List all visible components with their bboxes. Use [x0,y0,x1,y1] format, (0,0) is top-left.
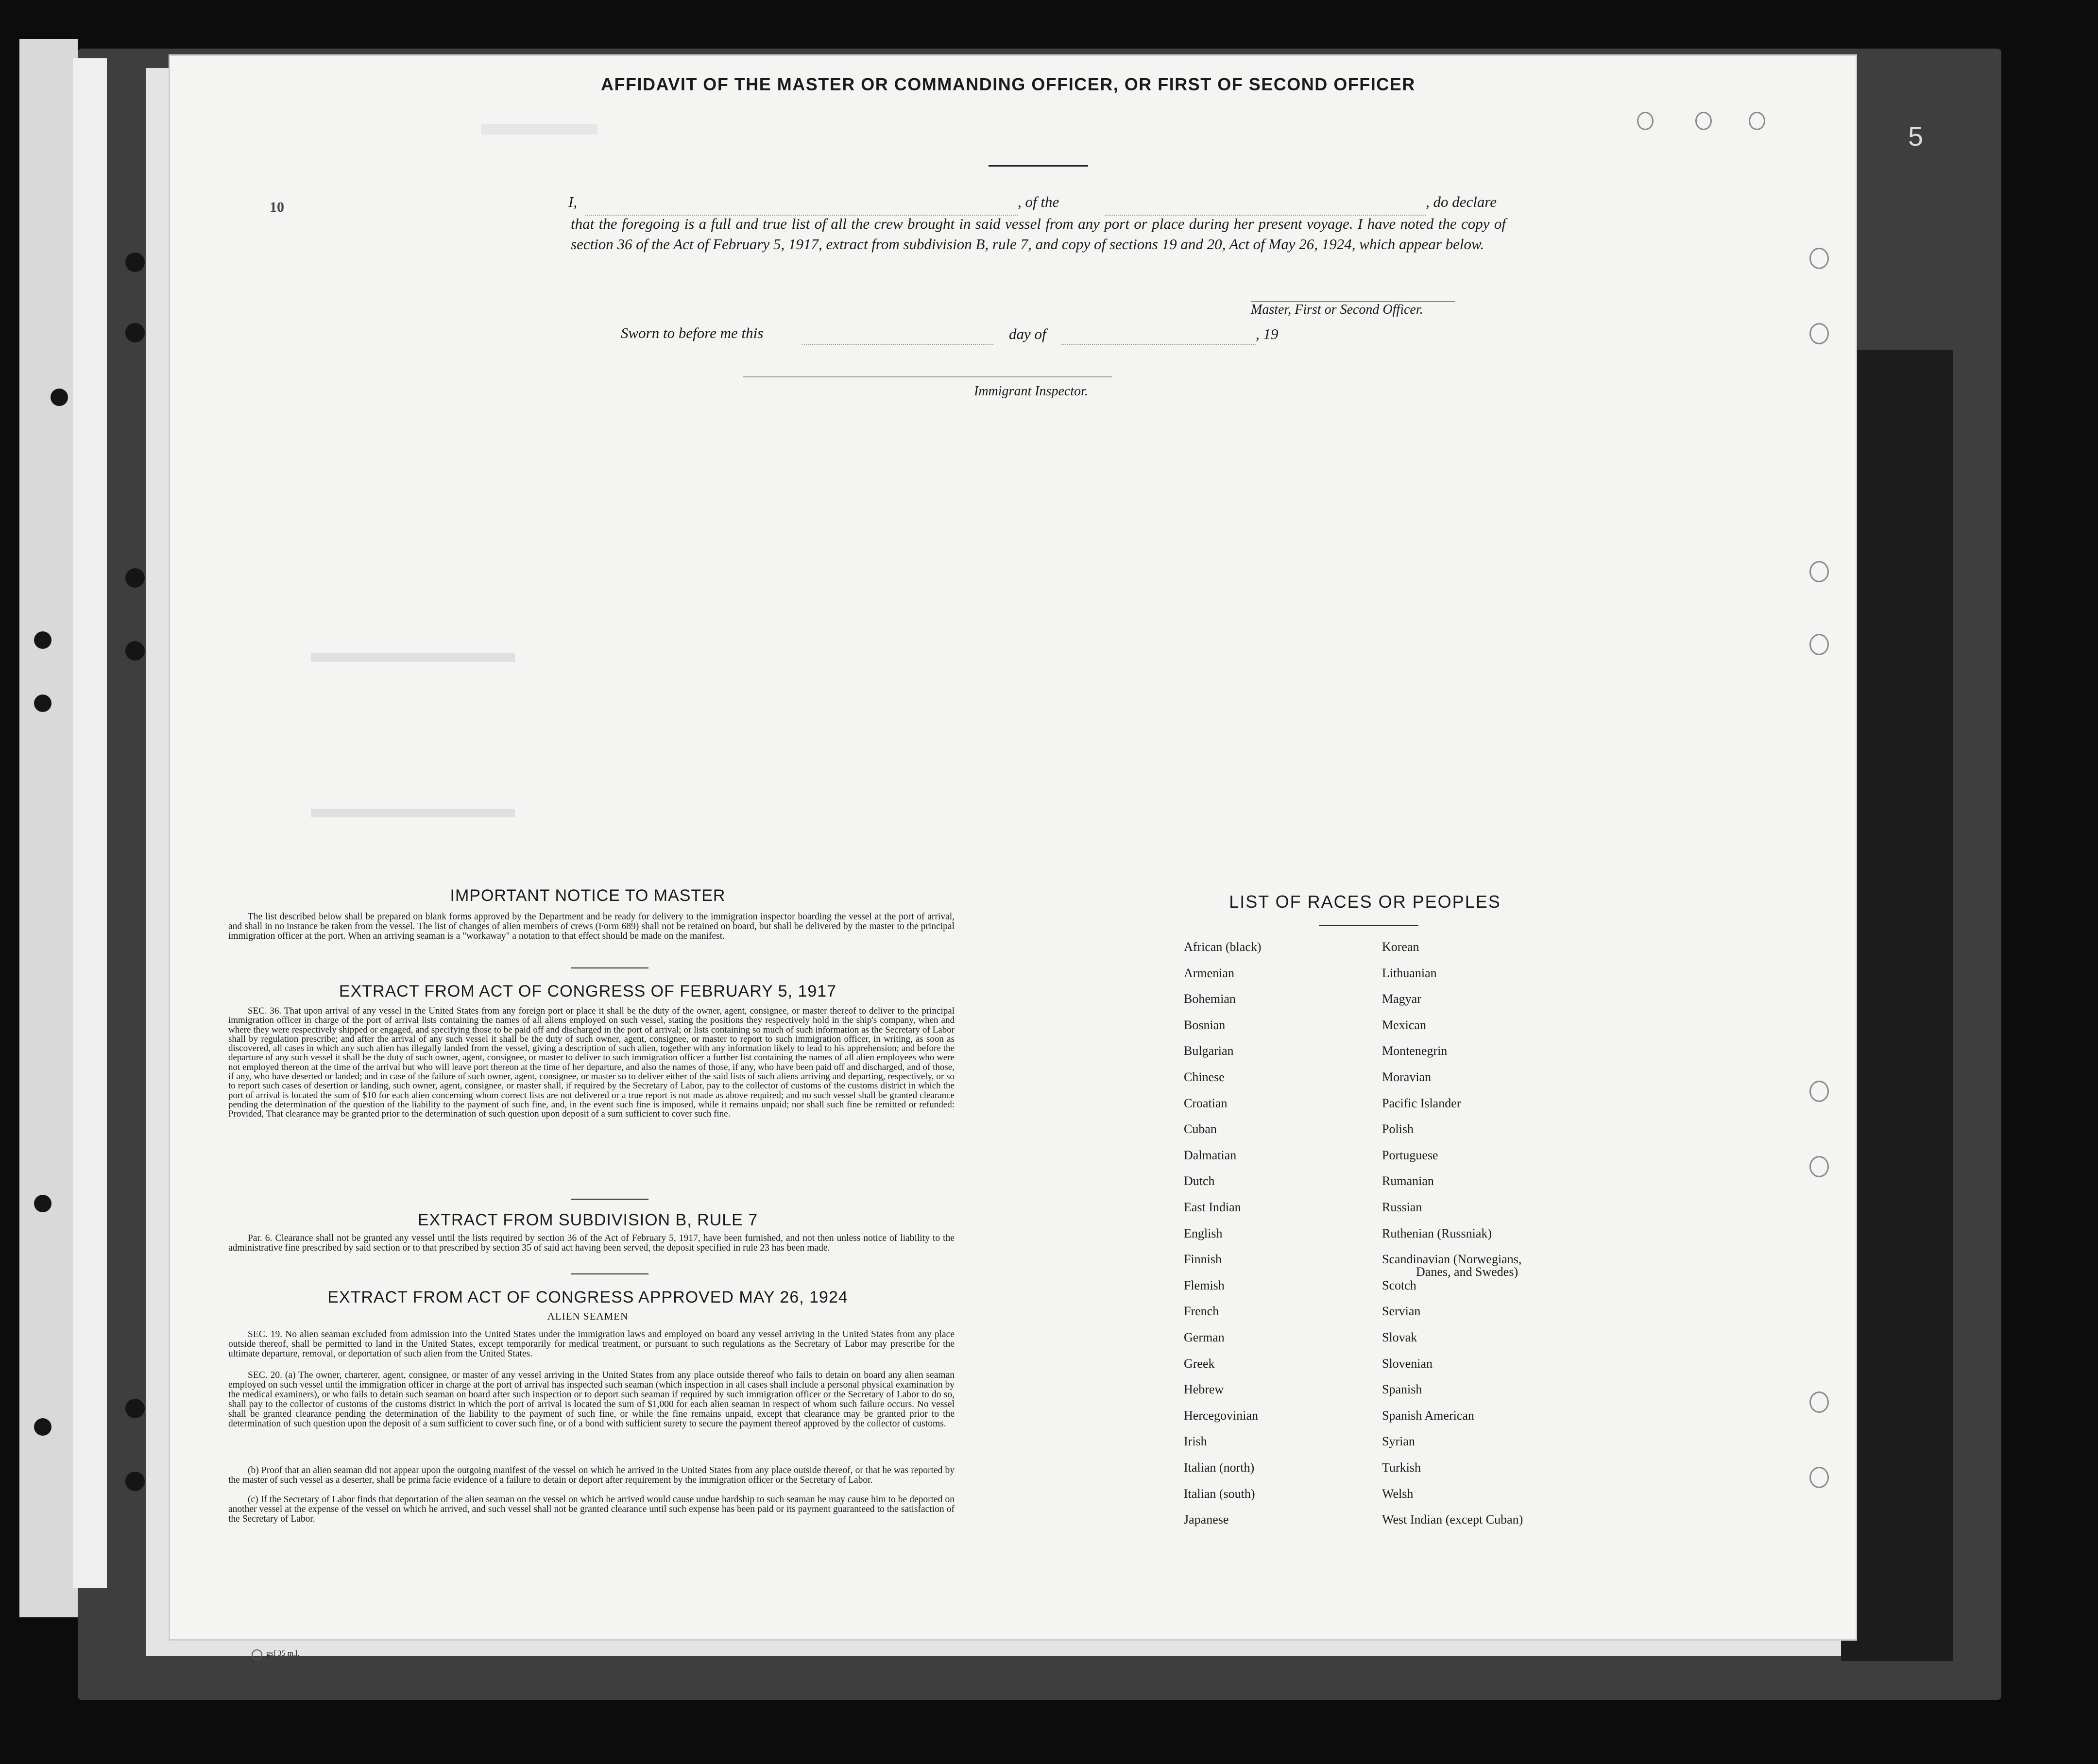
race-item: Mexican [1382,1018,1426,1032]
strip-hole [34,1195,51,1212]
binder-hole [125,253,145,272]
page-hole [1809,1156,1829,1177]
strip-hole [34,1418,51,1436]
cover-strip [19,39,78,1617]
notice-text: The list described below shall be prepared on blank forms approved by the Department and be ready for delivery to the immigration inspector boarding the vessel at the port of arrival, and shall in no instance be taken from the vessel. The list of changes of alien members of crews (Form 689) shall not be retained on board, but shall be delivered by the master to the principal immigration officer at the port. When an arriving seaman is a "workaway" a notation to that effect should be made on the manifest. [228,912,955,941]
strip-hole [51,389,68,406]
race-item: Dutch [1184,1174,1215,1188]
page-hole [1809,323,1829,344]
extract-1917-title: EXTRACT FROM ACT OF CONGRESS OF FEBRUARY 5, 1917 [339,982,837,1001]
race-item: West Indian (except Cuban) [1382,1512,1523,1527]
race-item: Irish [1184,1434,1207,1449]
race-item: Cuban [1184,1122,1217,1136]
of-the-label: , of the [1018,193,1059,210]
cover-strip-inner [73,58,107,1588]
race-item: Scandinavian (Norwegians, [1382,1252,1522,1267]
race-item: Finnish [1184,1252,1222,1267]
race-item: Portuguese [1382,1148,1438,1162]
race-item: English [1184,1226,1223,1240]
binder-hole [125,641,145,661]
affidavit-i-label: I, [568,193,578,210]
race-item: Flemish [1184,1278,1225,1292]
race-item: French [1184,1304,1219,1319]
do-declare-label: , do declare [1426,193,1497,210]
race-item: Armenian [1184,966,1234,980]
race-item: Lithuanian [1382,966,1437,980]
inspector-signature-line[interactable] [743,375,1112,377]
section-rule [571,967,648,968]
sworn-day-blank[interactable] [802,343,993,345]
race-item: Danes, and Swedes) [1416,1265,1518,1279]
extract-1924-title: EXTRACT FROM ACT OF CONGRESS APPROVED MAY 26, 1924 [327,1288,848,1306]
bleed-through-mark [311,809,515,817]
race-item: Hebrew [1184,1382,1224,1397]
race-item: Italian (south) [1184,1486,1255,1501]
race-item: Slovenian [1382,1356,1433,1371]
race-item: Scotch [1382,1278,1416,1292]
binder-hole [125,1399,145,1418]
handwritten-mark: 10 [270,199,284,215]
sec20c-text: (c) If the Secretary of Labor finds that deportation of the alien seaman on the vessel on which he arrived would cause undue hardship to such seaman he may cause him to be deported on another vessel at the expense of the vessel on which he arrived, and such vessel shall not be granted clearance until such expense has been paid or its payment guaranteed to the satisfaction of the Secretary of Labor. [228,1494,955,1524]
notice-title: IMPORTANT NOTICE TO MASTER [450,886,726,905]
page-hole [1809,1467,1829,1488]
race-item: Chinese [1184,1070,1225,1084]
race-item: Spanish American [1382,1408,1474,1423]
race-item: Welsh [1382,1486,1414,1501]
race-item: Japanese [1184,1512,1229,1527]
race-item: Bohemian [1184,992,1236,1006]
race-item: Hercegovinian [1184,1408,1259,1423]
races-title: LIST OF RACES OR PEOPLES [1229,892,1501,912]
sworn-label: Sworn to before me this [621,324,764,341]
day-of-label: day of [1009,325,1046,342]
master-label: Master, First or Second Officer. [1251,302,1423,317]
races-title-rule [1319,925,1418,926]
race-item: Magyar [1382,992,1421,1006]
race-item: Greek [1184,1356,1215,1371]
race-item: Spanish [1382,1382,1422,1397]
strip-hole [34,695,51,712]
binder-hole [125,323,145,342]
race-item: Dalmatian [1184,1148,1237,1162]
affidavit-title: AFFIDAVIT OF THE MASTER OR COMMANDING OFFICER, OR FIRST OF SECOND OFFICER [601,74,1416,94]
race-item: Russian [1382,1200,1422,1214]
race-item: East Indian [1184,1200,1241,1214]
extract-1917-text: SEC. 36. That upon arrival of any vessel in the United States from any foreign port or place it shall be the duty of the owner, agent, consignee, or master thereof to deliver to the principal immigration officer in charge of the port of arrival lists containing the names of all aliens employed on such vessel, stating the positions they respectively hold in the ship's company, when and where they were respectively shipped or engaged, and specifying those to be paid off and discharged in the port of arrival; or lists containing so much of such information as the Secretary of Labor shall by regulation prescribe; and after the arrival of any such vessel it shall be the duty of such owner, agent, consignee, or master to report to such immigration officer, in writing, as soon as discovered, all cases in which any such alien has illegally landed from the vessel, giving a description of such alien, together with any information likely to lead to his apprehension; and before the departure of any such vessel it shall be the duty of such owner, agent, consignee, or master to deliver to such immigration officer a further list containing the names of all alien employees who were not employed thereon at the time of the arrival but who will leave port thereon at the time of her departure, and also the names of those, if any, who have been paid off and discharged, and of those, if any, who have deserted or landed; and in case of the failure of such owner, agent, consignee, or master so to deliver either of the said lists of such aliens arriving and departing, respectively, or so to report such cases of desertion or landing, such owner, agent, consignee, or master shall, if required by the Secretary of Labor, pay to the collector of customs of the customs district in which the port of arrival is located the sum of $10 for each alien concerning whom correct lists are not delivered or a true report is not made as above required; and no such vessel shall be granted clearance pending the determination of the question of the liability to the payment of such fine, and, in the event such fine is imposed, while it remains unpaid; nor shall such fine be remitted or refunded: Provided, That clearance may be granted prior to the determination of such question upon deposit of a sum sufficient to cover such fine. [228,1006,955,1119]
race-item: Italian (north) [1184,1460,1255,1475]
page-hole [1809,1081,1829,1102]
corner-number: 5 [1908,121,1924,152]
rule7-title: EXTRACT FROM SUBDIVISION B, RULE 7 [417,1211,758,1229]
race-item: Syrian [1382,1434,1415,1449]
printer-mark: gsf 35 m.l. [266,1649,300,1658]
race-item: German [1184,1330,1225,1344]
top-hole [1637,112,1654,130]
race-item: Rumanian [1382,1174,1434,1188]
race-item: Bosnian [1184,1018,1226,1032]
race-item: Korean [1382,940,1419,954]
race-item: Ruthenian (Russniak) [1382,1226,1492,1240]
race-item: Pacific Islander [1382,1096,1461,1110]
section-rule [571,1199,648,1200]
strip-hole [34,631,51,649]
rule7-text: Par. 6. Clearance shall not be granted any vessel until the lists required by section 36 of the Act of February 5, 1917, have been furnished, and not then unless notice of liability to the administrative fine prescribed by said section or to that prescribed by section 35 of said act having been served, the deposit specified in rule 23 has been made. [228,1233,955,1253]
year-label: , 19 [1256,325,1279,342]
printer-seal-icon [252,1649,262,1660]
sec20b-text: (b) Proof that an alien seaman did not appear upon the outgoing manifest of the vessel on which he arrived in the United States from any place outside thereof, or that he was reported by the master of such vessel as a deserter, shall be prima facie evidence of a failure to detain or deport after requirement by the immigration officer or the Secretary of Labor. [228,1465,955,1485]
sec19-text: SEC. 19. No alien seaman excluded from admission into the United States under the immigration laws and employed on board any vessel arriving in the United States from any place outside thereof, shall be permitted to land in the United States, except temporarily for medical treatment, or pursuant to such regulations as the Secretary of Labor may prescribe for the ultimate departure, removal, or deportation of such alien from the United States. [228,1329,955,1359]
race-item: Croatian [1184,1096,1228,1110]
inspector-label: Immigrant Inspector. [974,384,1088,399]
race-item: Montenegrin [1382,1044,1448,1058]
affidavit-body: that the foregoing is a full and true list of all the crew brought in said vessel from any port or place during her present voyage. I have noted the copy of section 36 of the Act of February 5, 1917, extract from subdivision B, rule 7, and copy of sections 19 and 20, Act of May 26, 1924, which appear below. [571,215,1506,253]
top-hole [1695,112,1712,130]
bleed-through-mark [311,653,515,662]
sworn-month-blank[interactable] [1061,343,1256,345]
page-hole [1809,634,1829,655]
title-rule [989,165,1088,167]
page-hole [1809,1391,1829,1413]
top-hole [1749,112,1765,130]
binder-hole [125,1472,145,1491]
sec20a-text: SEC. 20. (a) The owner, charterer, agent, consignee, or master of any vessel arriving in the United States from any place outside thereof who fails to detain on board any alien seaman employed on such vessel until the immigration officer in charge at the port of arrival has inspected such seaman (which inspection in all cases shall include a personal physical examination by the medical examiners), or who fails to detain such seaman on board after such inspection or to deport such seaman if required by such immigration officer or the Secretary of Labor to do so, shall pay to the collector of customs of the customs district in which the port of arrival is located the sum of $1,000 for each alien seaman in respect of whom such failure occurs. No vessel shall be granted clearance pending the determination of the liability to the payment of such fine, or while the fine remains unpaid, except that clearance may be granted prior to the determination of such question upon the deposit of a sum sufficient to cover such fine, or of a bond with sufficient surety to secure the payment thereof approved by the collector of customs. [228,1370,955,1429]
race-item: Bulgarian [1184,1044,1234,1058]
race-item: Slovak [1382,1330,1417,1344]
extract-1924-subtitle: ALIEN SEAMEN [547,1310,629,1322]
race-item: Polish [1382,1122,1414,1136]
page-hole [1809,248,1829,269]
race-item: Turkish [1382,1460,1421,1475]
race-item: Moravian [1382,1070,1432,1084]
bleed-through-mark [481,124,597,135]
binder-hole [125,568,145,588]
divider-tab [1841,350,1953,1661]
page-hole [1809,561,1829,582]
race-item: Servian [1382,1304,1421,1319]
race-item: African (black) [1184,940,1262,954]
section-rule [571,1273,648,1274]
